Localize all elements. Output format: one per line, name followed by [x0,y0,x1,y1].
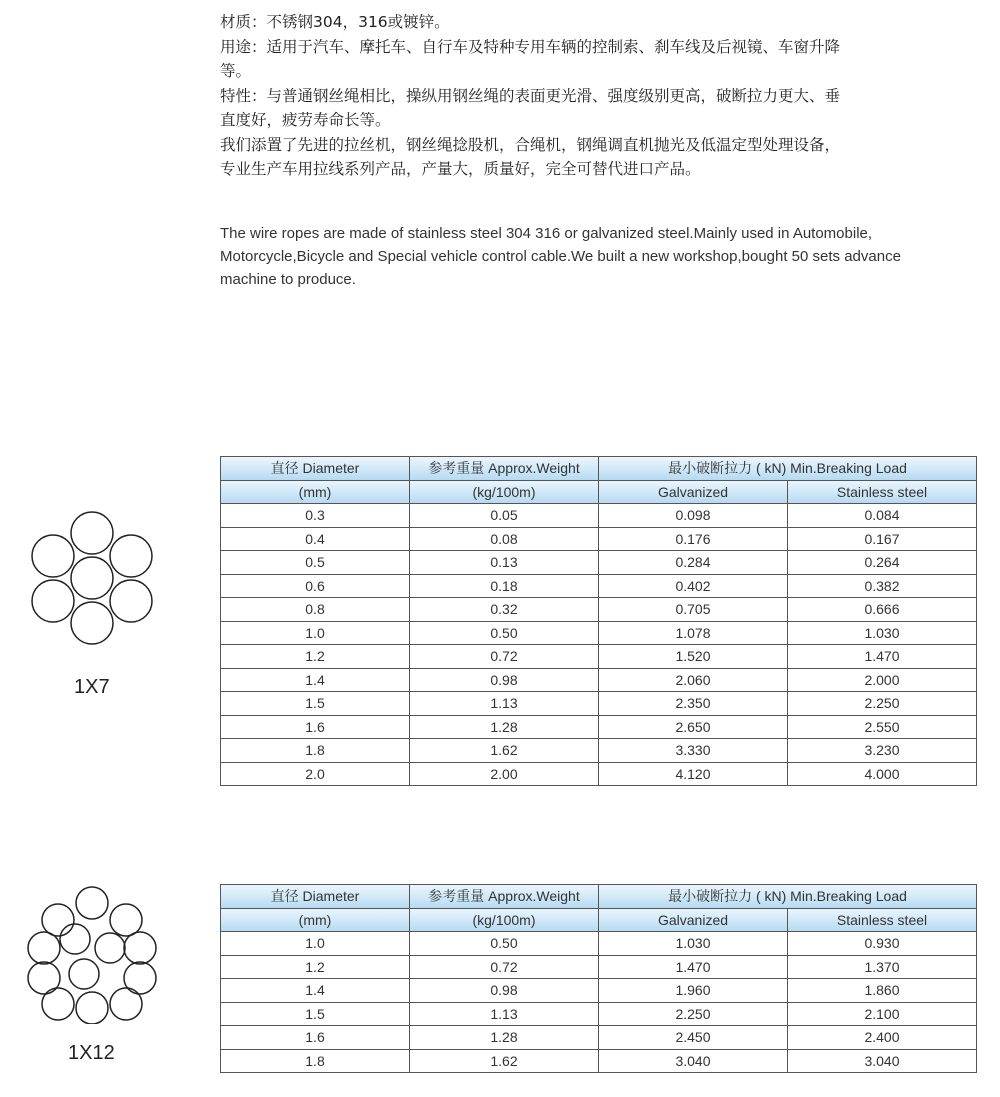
cell-stainless: 2.550 [788,715,977,739]
table-row [221,715,977,739]
cell-galvanized: 1.960 [599,979,788,1003]
table-row [221,668,977,692]
cell-weight: 0.50 [410,932,599,956]
cell-weight: 0.18 [410,574,599,598]
cell-diameter: 0.8 [221,598,410,622]
intro-cn-line: 专业生产车用拉线系列产品，产量大，质量好，完全可替代进口产品。 [220,160,701,178]
table-row [221,598,977,622]
cell-diameter: 1.8 [221,1049,410,1073]
table-row [221,932,977,956]
cell-stainless: 1.370 [788,955,977,979]
header-diameter-unit: (mm) [221,908,410,932]
header-weight: 参考重量 Approx.Weight [410,885,599,909]
strand-1x12-label: 1X12 [68,1042,115,1064]
cell-galvanized: 2.250 [599,1002,788,1026]
strand-1x7-label: 1X7 [74,676,110,698]
cell-stainless: 0.930 [788,932,977,956]
strand-1x12-diagram [22,884,164,1028]
header-weight-unit: (kg/100m) [410,908,599,932]
cell-galvanized: 1.078 [599,621,788,645]
header-breaking-load: 最小破断拉力 ( kN) Min.Breaking Load [599,885,977,909]
intro-cn-line: 用途：适用于汽车、摩托车、自行车及特种专用车辆的控制索、刹车线及后视镜、车窗升降 [220,37,841,56]
header-diameter: 直径 Diameter [221,457,410,481]
cell-stainless: 2.000 [788,668,977,692]
cell-stainless: 0.167 [788,527,977,551]
cell-galvanized: 1.030 [599,932,788,956]
table-row [221,762,977,786]
cell-diameter: 0.6 [221,574,410,598]
cell-stainless: 0.382 [788,574,977,598]
table-row [221,527,977,551]
table-row [221,1026,977,1050]
cell-stainless: 4.000 [788,762,977,786]
cell-stainless: 1.860 [788,979,977,1003]
header-diameter-unit: (mm) [221,480,410,504]
table-row [221,551,977,575]
cell-galvanized: 3.040 [599,1049,788,1073]
table-subheader-row [221,908,977,932]
intro-cn-line: 等。 [220,62,252,80]
cell-weight: 0.05 [410,504,599,528]
cell-stainless: 0.666 [788,598,977,622]
cell-diameter: 1.2 [221,955,410,979]
header-diameter: 直径 Diameter [221,885,410,909]
cell-diameter: 1.8 [221,739,410,763]
intro-cn-line: 材质：不锈钢304，316或镀锌。 [220,13,450,31]
cell-weight: 0.32 [410,598,599,622]
cell-weight: 1.62 [410,739,599,763]
cell-diameter: 1.4 [221,668,410,692]
cell-diameter: 1.2 [221,645,410,669]
cell-weight: 1.13 [410,1002,599,1026]
cell-stainless: 3.230 [788,739,977,763]
table-row [221,1049,977,1073]
cell-weight: 0.08 [410,527,599,551]
cell-diameter: 1.6 [221,715,410,739]
spec-table-1x7 [220,456,977,786]
cell-diameter: 0.5 [221,551,410,575]
table-row [221,1002,977,1026]
cell-diameter: 1.0 [221,621,410,645]
intro-en-line: machine to produce. [220,271,356,288]
intro-cn-line: 直度好，疲劳寿命长等。 [220,111,391,129]
table-subheader-row [221,480,977,504]
cell-weight: 2.00 [410,762,599,786]
cell-weight: 0.72 [410,955,599,979]
table-row [221,645,977,669]
intro-cn-line: 我们添置了先进的拉丝机，钢丝绳捻股机，合绳机，钢绳调直机抛光及低温定型处理设备， [220,135,841,154]
cell-weight: 0.72 [410,645,599,669]
cell-galvanized: 0.705 [599,598,788,622]
table-row [221,504,977,528]
cell-diameter: 1.4 [221,979,410,1003]
strand-1x7-diagram [22,502,164,656]
cell-weight: 0.13 [410,551,599,575]
header-galvanized: Galvanized [599,480,788,504]
cell-galvanized: 3.330 [599,739,788,763]
cell-stainless: 2.400 [788,1026,977,1050]
cell-weight: 1.13 [410,692,599,716]
cell-galvanized: 2.450 [599,1026,788,1050]
table-row [221,955,977,979]
cell-diameter: 1.5 [221,1002,410,1026]
cell-stainless: 1.470 [788,645,977,669]
cell-diameter: 0.3 [221,504,410,528]
cell-weight: 0.98 [410,979,599,1003]
cell-weight: 1.28 [410,1026,599,1050]
cell-galvanized: 2.650 [599,715,788,739]
header-stainless: Stainless steel [788,480,977,504]
cell-stainless: 2.250 [788,692,977,716]
intro-en-line: The wire ropes are made of stainless steel 304 316 or galvanized steel.Mainly used in Automobile, [220,225,873,242]
cell-galvanized: 4.120 [599,762,788,786]
cell-galvanized: 0.098 [599,504,788,528]
cell-weight: 1.62 [410,1049,599,1073]
cell-stainless: 0.264 [788,551,977,575]
cell-weight: 1.28 [410,715,599,739]
cell-galvanized: 2.060 [599,668,788,692]
cell-weight: 0.50 [410,621,599,645]
cell-diameter: 2.0 [221,762,410,786]
cell-galvanized: 0.402 [599,574,788,598]
header-breaking-load: 最小破断拉力 ( kN) Min.Breaking Load [599,457,977,481]
cell-galvanized: 0.176 [599,527,788,551]
header-galvanized: Galvanized [599,908,788,932]
cell-galvanized: 1.470 [599,955,788,979]
table-row [221,621,977,645]
table-row [221,692,977,716]
cell-diameter: 0.4 [221,527,410,551]
intro-en-line: Motorcycle,Bicycle and Special vehicle control cable.We built a new workshop,bought 50 sets advance [220,248,901,265]
intro-english [220,222,990,291]
cell-stainless: 3.040 [788,1049,977,1073]
table-row [221,979,977,1003]
intro-chinese [220,10,990,182]
cell-weight: 0.98 [410,668,599,692]
cell-stainless: 1.030 [788,621,977,645]
header-stainless: Stainless steel [788,908,977,932]
table-header-row [221,457,977,481]
cell-galvanized: 1.520 [599,645,788,669]
table-header-row [221,885,977,909]
cell-diameter: 1.5 [221,692,410,716]
cell-stainless: 0.084 [788,504,977,528]
spec-table-1x12 [220,884,977,1073]
cell-galvanized: 0.284 [599,551,788,575]
cell-diameter: 1.6 [221,1026,410,1050]
cell-diameter: 1.0 [221,932,410,956]
table-row [221,574,977,598]
cell-galvanized: 2.350 [599,692,788,716]
header-weight: 参考重量 Approx.Weight [410,457,599,481]
cell-stainless: 2.100 [788,1002,977,1026]
table-row [221,739,977,763]
header-weight-unit: (kg/100m) [410,480,599,504]
intro-cn-line: 特性：与普通钢丝绳相比，操纵用钢丝绳的表面更光滑、强度级别更高，破断拉力更大、垂 [220,86,841,105]
